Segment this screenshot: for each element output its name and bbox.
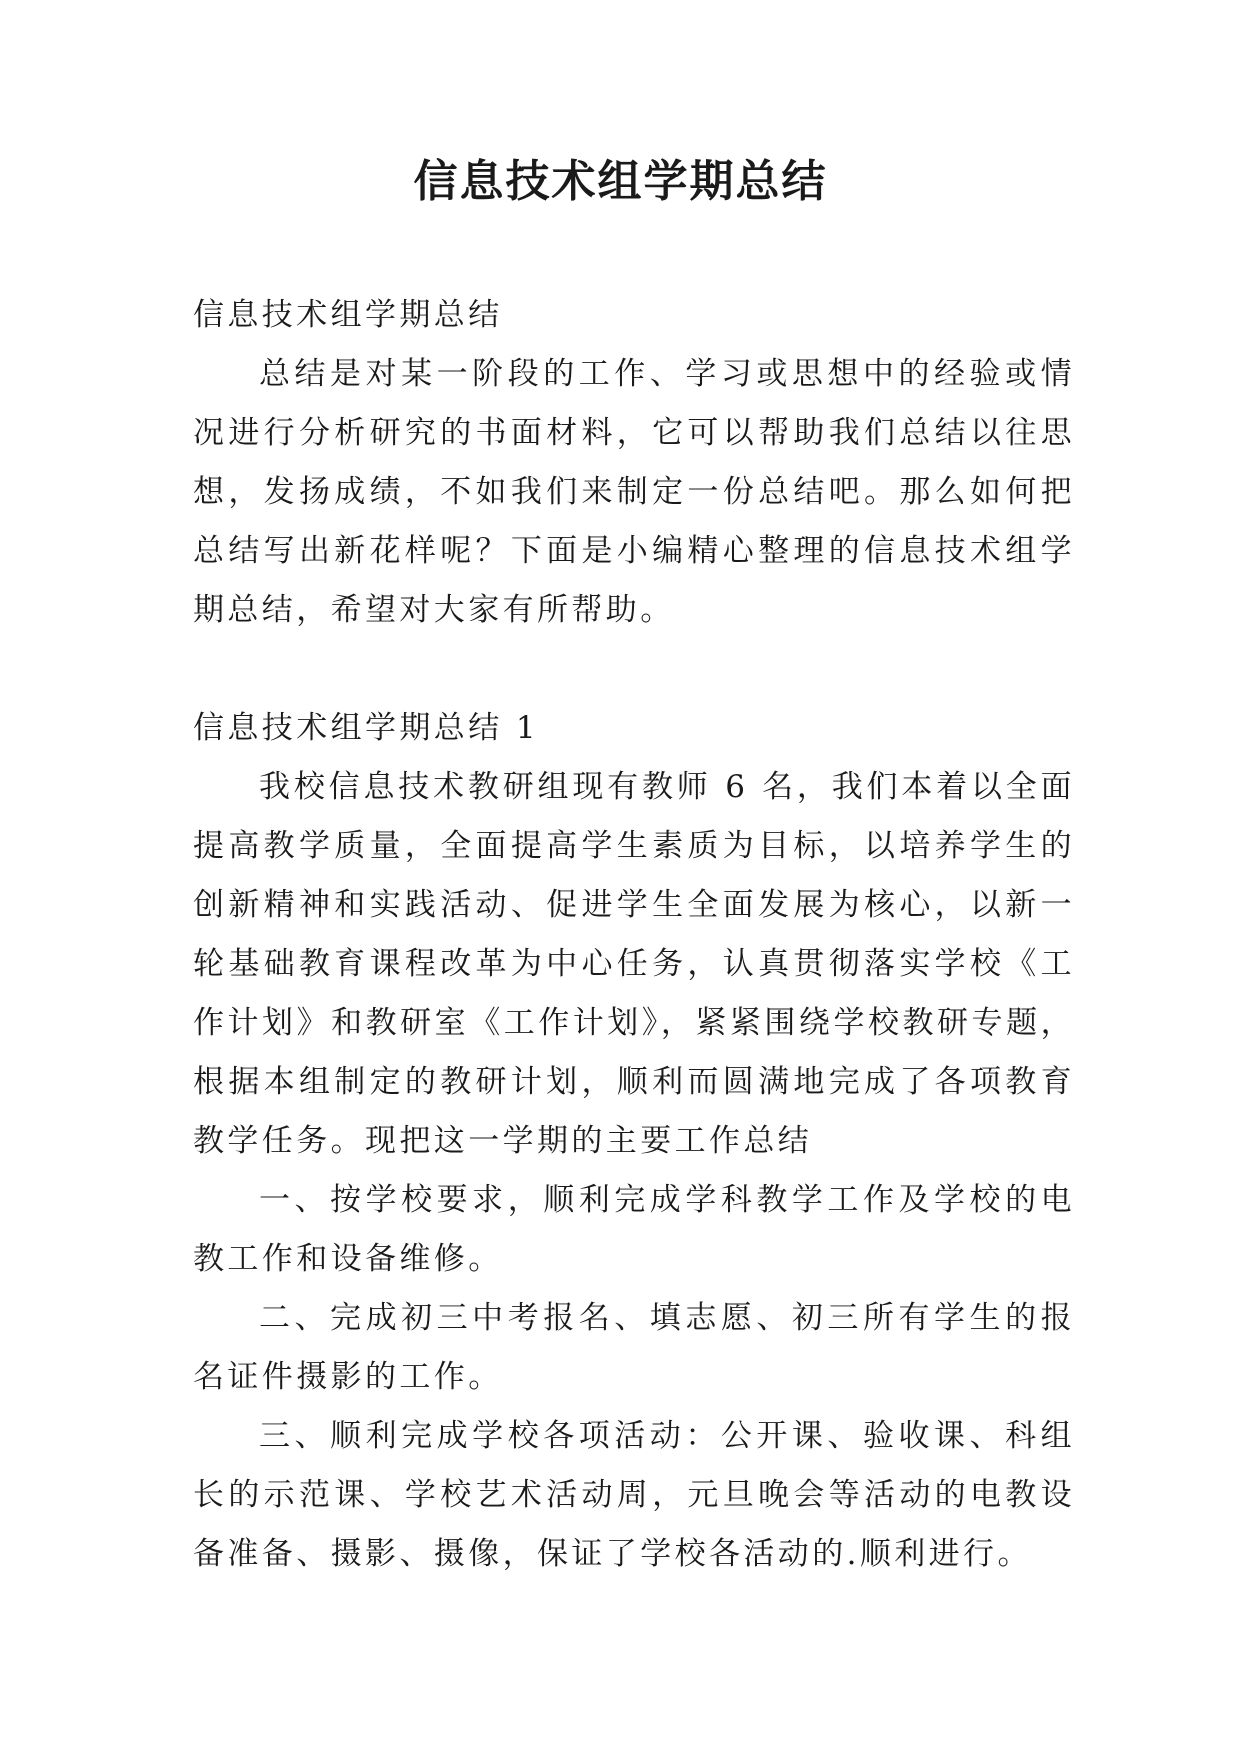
section-1-item-2: 二、完成初三中考报名、填志愿、初三所有学生的报名证件摄影的工作。 xyxy=(193,1300,1075,1395)
section-1-item-3: 三、顺利完成学校各项活动：公开课、验收课、科组长的示范课、学校艺术活动周，元旦晚会等活动的电教设备准备、摄影、摄像，保证了学校各活动的.顺利进行。 xyxy=(193,1418,1075,1572)
document-title: 信息技术组学期总结 xyxy=(413,156,828,207)
section-gap xyxy=(193,640,1075,699)
section-1-paragraph: 我校信息技术教研组现有教师 6 名，我们本着以全面提高教学质量，全面提高学生素质为目标，以培养学生的创新精神和实践活动、促进学生全面发展为核心，以新一轮基础教育课程改革为中心任务，认真贯彻落实学校《工作计划》和教研室《工作计划》，紧紧围绕学校教研专题，根据本组制定的教研计划，顺利而圆满地完成了各项教育教学任务。现把这一学期的主要工作总结 xyxy=(193,769,1075,1159)
document-body xyxy=(193,286,1075,1584)
section-heading-intro: 信息技术组学期总结 xyxy=(193,297,503,333)
intro-paragraph: 总结是对某一阶段的工作、学习或思想中的经验或情况进行分析研究的书面材料，它可以帮助我们总结以往思想，发扬成绩，不如我们来制定一份总结吧。那么如何把总结写出新花样呢？下面是小编精心整理的信息技术组学期总结，希望对大家有所帮助。 xyxy=(193,356,1075,628)
section-heading-1: 信息技术组学期总结 1 xyxy=(193,710,539,746)
section-1-item-1: 一、按学校要求，顺利完成学科教学工作及学校的电教工作和设备维修。 xyxy=(193,1182,1075,1277)
